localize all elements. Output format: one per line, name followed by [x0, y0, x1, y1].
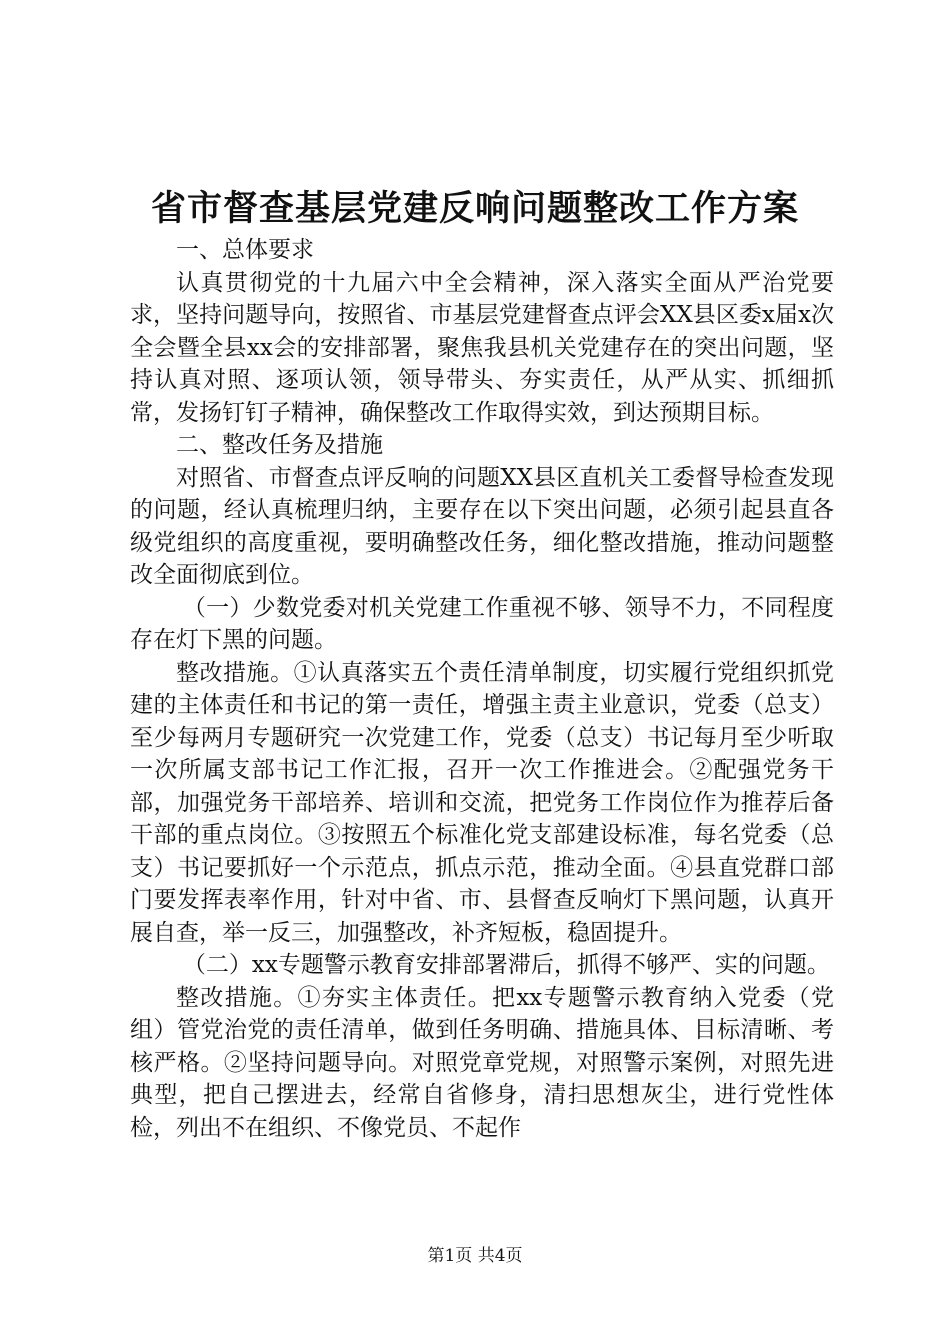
- body-paragraph: 对照省、市督查点评反响的问题XX县区直机关工委督导检查发现的问题，经认真梳理归纳，主要存在以下突出问题，必须引起县直各级党组织的高度重视，要明确整改任务，细化整改措施，推动问题整改全面彻底到位。: [130, 464, 834, 588]
- document-body: [130, 234, 834, 1144]
- subsection-heading: （一）少数党委对机关党建工作重视不够、领导不力，不同程度存在灯下黑的问题。: [130, 594, 834, 653]
- body-paragraph: 认真贯彻党的十九届六中全会精神，深入落实全面从严治党要求，坚持问题导向，按照省、市基层党建督查点评会XX县区委x届x次全会暨全县xx会的安排部署，聚焦我县机关党建存在的突出问题，坚持认真对照、逐项认领，领导带头、夯实责任，从严从实、抓细抓常，发扬钉钉子精神，确保整改工作取得实效，到达预期目标。: [130, 269, 834, 426]
- page-number: 第1页 共4页: [427, 1246, 523, 1266]
- subsection-heading: （二）xx专题警示教育安排部署滞后，抓得不够严、实的问题。: [182, 952, 830, 978]
- body-paragraph: 整改措施。①夯实主体责任。把xx专题警示教育纳入党委（党组）管党治党的责任清单，做到任务明确、措施具体、目标清晰、考核严格。②坚持问题导向。对照党章党规，对照警示案例，对照先进典型，把自己摆进去，经常自省修身，清扫思想灰尘，进行党性体检，列出不在组织、不像党员、不起作: [130, 984, 834, 1141]
- section-heading: 一、总体要求: [176, 237, 314, 263]
- section-heading: 二、整改任务及措施: [176, 432, 383, 458]
- document-title: 省市督查基层党建反响问题整改工作方案: [150, 188, 799, 229]
- body-paragraph: 整改措施。①认真落实五个责任清单制度，切实履行党组织抓党建的主体责任和书记的第一责任，增强主责主业意识，党委（总支）至少每两月专题研究一次党建工作，党委（总支）书记每月至少听取一次所属支部书记工作汇报，召开一次工作推进会。②配强党务干部，加强党务干部培养、培训和交流，把党务工作岗位作为推荐后备干部的重点岗位。③按照五个标准化党支部建设标准，每名党委（总支）书记要抓好一个示范点，抓点示范，推动全面。④县直党群口部门要发挥表率作用，针对中省、市、县督查反响灯下黑问题，认真开展自查，举一反三，加强整改，补齐短板，稳固提升。: [130, 659, 834, 946]
